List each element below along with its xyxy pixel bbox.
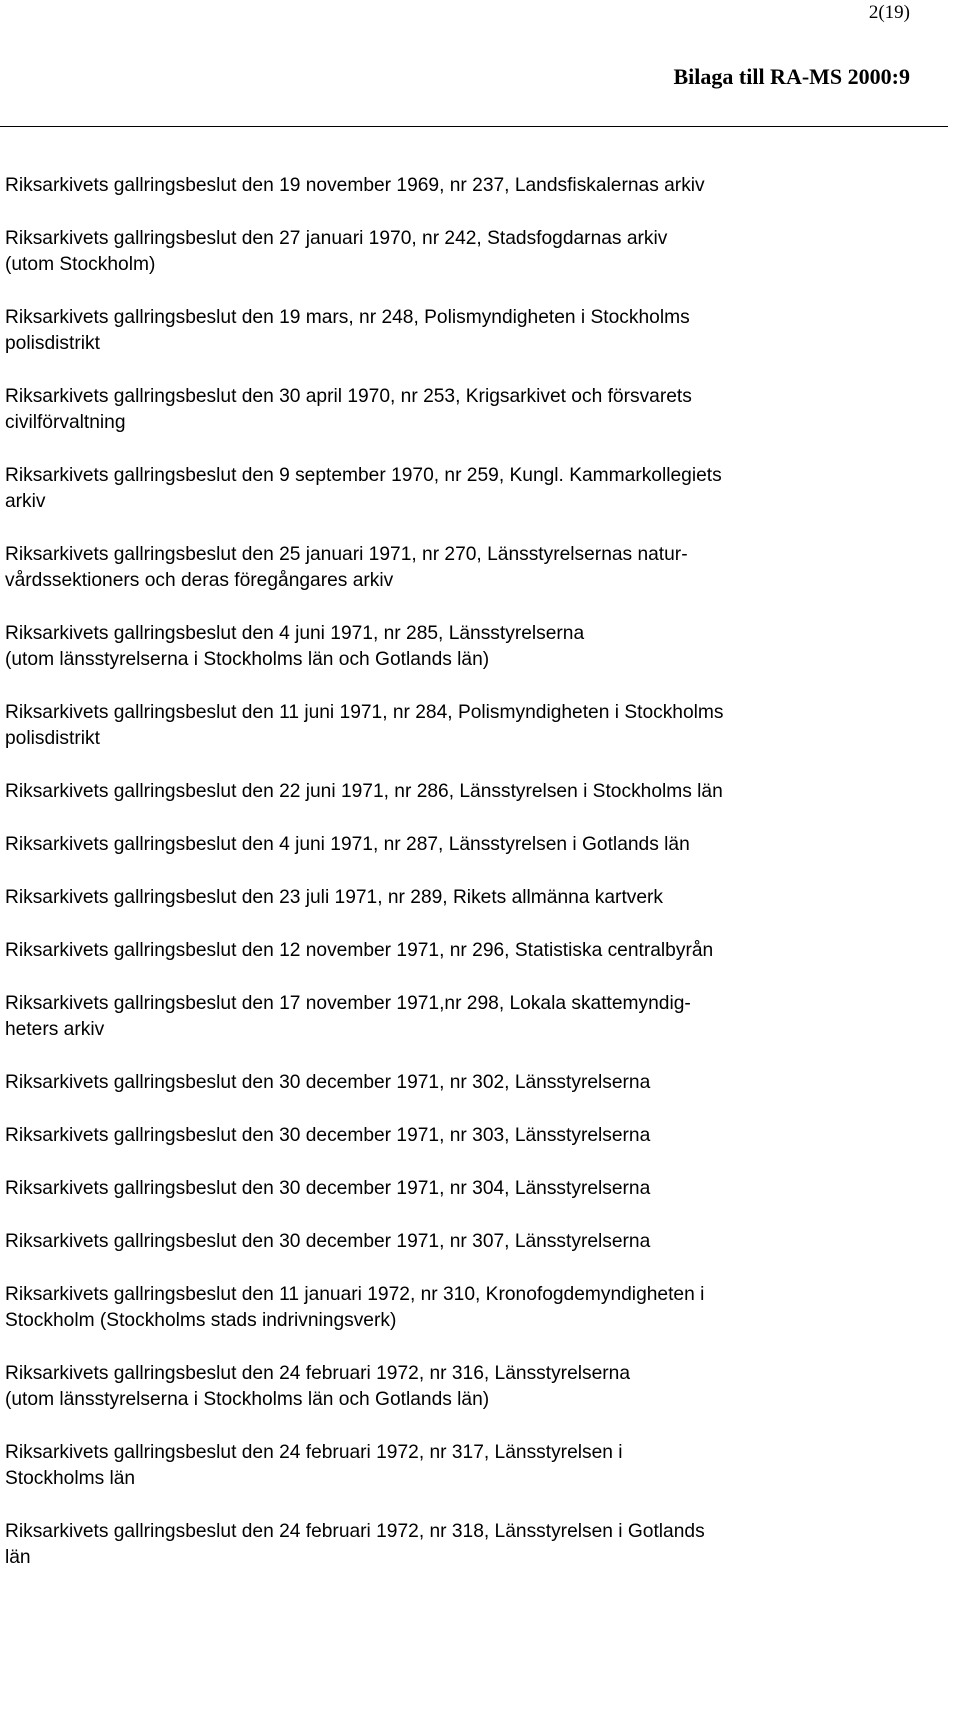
list-item: Riksarkivets gallringsbeslut den 19 mars, nr 248, Polismyndigheten i Stockholms polisdistrikt — [5, 307, 690, 354]
list-item: Riksarkivets gallringsbeslut den 17 november 1971,nr 298, Lokala skattemyndig- heters arkiv — [5, 993, 691, 1040]
list-item: Riksarkivets gallringsbeslut den 4 juni 1971, nr 285, Länsstyrelserna (utom länsstyrelserna i Stockholms län och Gotlands län) — [5, 623, 585, 670]
list-item: Riksarkivets gallringsbeslut den 24 februari 1972, nr 316, Länsstyrelserna (utom länsstyrelserna i Stockholms län och Gotlands län) — [5, 1363, 630, 1410]
list-item: Riksarkivets gallringsbeslut den 12 november 1971, nr 296, Statistiska centralbyrån — [5, 940, 714, 961]
decision-list — [5, 173, 945, 1598]
page-number: 2(19) — [868, 2, 910, 23]
list-item: Riksarkivets gallringsbeslut den 25 januari 1971, nr 270, Länsstyrelsernas natur- vårdssektioners och deras föregångares arkiv — [5, 544, 688, 591]
list-item: Riksarkivets gallringsbeslut den 11 juni 1971, nr 284, Polismyndigheten i Stockholms polisdistrikt — [5, 702, 724, 749]
list-item: Riksarkivets gallringsbeslut den 30 december 1971, nr 303, Länsstyrelserna — [5, 1125, 651, 1146]
list-item: Riksarkivets gallringsbeslut den 30 december 1971, nr 307, Länsstyrelserna — [5, 1231, 651, 1252]
list-item: Riksarkivets gallringsbeslut den 27 januari 1970, nr 242, Stadsfogdarnas arkiv (utom Stockholm) — [5, 228, 668, 275]
list-item: Riksarkivets gallringsbeslut den 11 januari 1972, nr 310, Kronofogdemyndigheten i Stockholm (Stockholms stads indrivningsverk) — [5, 1284, 705, 1331]
list-item: Riksarkivets gallringsbeslut den 24 februari 1972, nr 318, Länsstyrelsen i Gotlands län — [5, 1521, 705, 1568]
list-item: Riksarkivets gallringsbeslut den 23 juli 1971, nr 289, Rikets allmänna kartverk — [5, 887, 664, 908]
list-item: Riksarkivets gallringsbeslut den 19 november 1969, nr 237, Landsfiskalernas arkiv — [5, 175, 705, 196]
page-title: Bilaga till RA-MS 2000:9 — [673, 64, 910, 89]
list-item: Riksarkivets gallringsbeslut den 30 december 1971, nr 302, Länsstyrelserna — [5, 1072, 651, 1093]
list-item: Riksarkivets gallringsbeslut den 24 februari 1972, nr 317, Länsstyrelsen i Stockholms län — [5, 1442, 623, 1489]
list-item: Riksarkivets gallringsbeslut den 4 juni 1971, nr 287, Länsstyrelsen i Gotlands län — [5, 834, 690, 855]
list-item: Riksarkivets gallringsbeslut den 22 juni 1971, nr 286, Länsstyrelsen i Stockholms län — [5, 781, 723, 802]
header-divider — [0, 126, 948, 127]
list-item: Riksarkivets gallringsbeslut den 30 april 1970, nr 253, Krigsarkivet och försvarets civilförvaltning — [5, 386, 692, 433]
list-item: Riksarkivets gallringsbeslut den 30 december 1971, nr 304, Länsstyrelserna — [5, 1178, 651, 1199]
list-item: Riksarkivets gallringsbeslut den 9 september 1970, nr 259, Kungl. Kammarkollegiets arkiv — [5, 465, 722, 512]
